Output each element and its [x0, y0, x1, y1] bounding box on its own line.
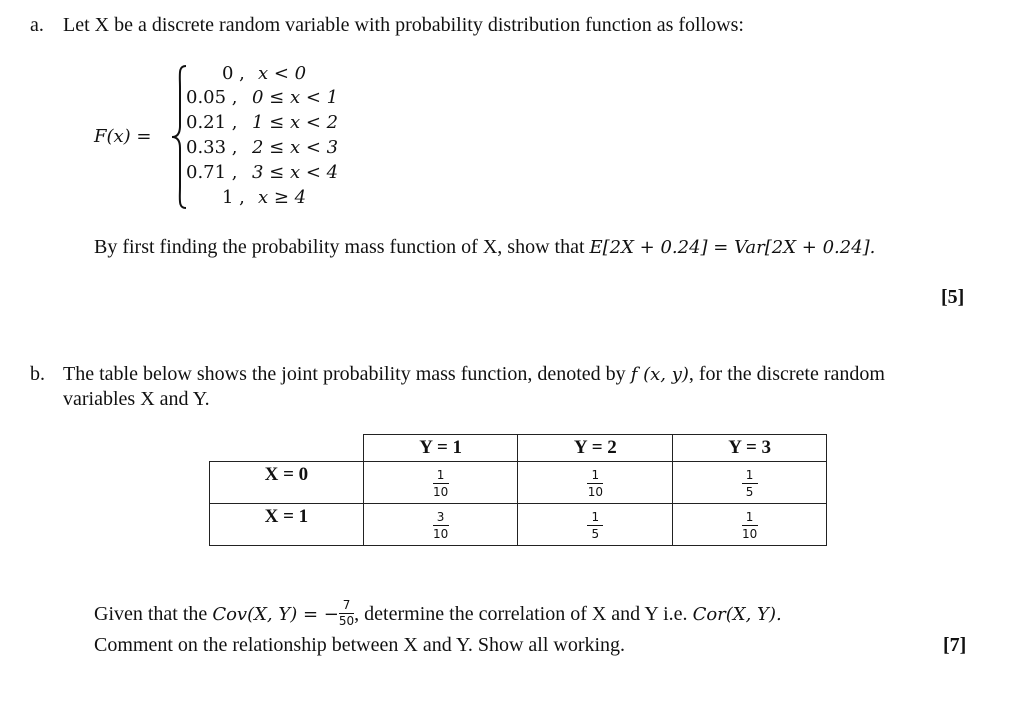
given-cov: Cov(X, Y) = −	[212, 604, 339, 626]
table-cell	[518, 462, 673, 504]
given-line	[94, 598, 782, 630]
table-cell	[518, 504, 673, 546]
frac-num: 1	[591, 468, 600, 482]
part-b-intro-math: f (x, y)	[630, 364, 689, 385]
cdf-case-condition: 1 ≤ x < 2	[252, 112, 339, 133]
part-a-intro: Let X be a discrete random variable with probability distribution function as follows:	[63, 14, 744, 36]
table-cell	[673, 504, 827, 546]
part-b-intro-end: , for the discrete random	[688, 363, 885, 385]
given-frac-den: 50	[338, 614, 355, 628]
part-a-label: a.	[30, 14, 44, 36]
given-fraction	[339, 599, 354, 628]
frac-den: 10	[432, 485, 449, 499]
cdf-case-value: 0.33 ,	[186, 137, 238, 158]
cdf-case-condition: x ≥ 4	[258, 187, 307, 208]
part-b-intro-line2: variables X and Y.	[63, 388, 210, 410]
frac-den: 5	[745, 485, 754, 499]
cdf-case-value: 0 ,	[222, 63, 245, 84]
part-a-task-math: E[2X + 0.24] = Var[2X + 0.24].	[589, 237, 876, 258]
part-b-label: b.	[30, 363, 45, 385]
table-corner	[210, 435, 364, 462]
frac-den: 10	[587, 485, 603, 499]
cdf-lhs: F(x) =	[94, 126, 152, 147]
cdf-case-value: 1 ,	[222, 187, 245, 208]
frac-num: 1	[745, 468, 754, 482]
cdf-case-condition: 3 ≤ x < 4	[252, 162, 339, 183]
cdf-case-value: 0.71 ,	[186, 162, 238, 183]
comment-line: Comment on the relationship between X and Y. Show all working.	[94, 634, 626, 656]
table-row	[210, 504, 827, 546]
row-label: X = 1	[210, 504, 364, 546]
given-cor: Cor(X, Y).	[692, 604, 782, 626]
frac-num: 1	[436, 468, 445, 482]
frac-num: 3	[436, 510, 445, 524]
table-cell	[363, 504, 518, 546]
part-a-task-text: By first finding the probability mass function of X, show that	[94, 236, 585, 258]
table-row	[210, 462, 827, 504]
table-header-row	[210, 435, 827, 462]
part-b-marks: [7]	[943, 634, 967, 656]
frac-num: 1	[591, 510, 600, 524]
part-a-task	[94, 236, 875, 259]
row-label: X = 0	[210, 462, 364, 504]
col-header: Y = 2	[518, 435, 673, 462]
table-cell	[363, 462, 518, 504]
frac-den: 5	[591, 527, 600, 541]
part-b-intro-text: The table below shows the joint probability mass function, denoted by	[63, 363, 626, 385]
given-frac-num: 7	[342, 598, 351, 612]
cdf-case-condition: x < 0	[258, 63, 307, 84]
frac-den: 10	[432, 527, 449, 541]
col-header: Y = 3	[673, 435, 827, 462]
frac-num: 1	[745, 510, 754, 524]
frac-den: 10	[741, 527, 758, 541]
part-b-intro-line1	[63, 363, 885, 386]
cdf-case-condition: 2 ≤ x < 3	[252, 137, 339, 158]
part-a-marks: [5]	[941, 286, 965, 308]
table-cell	[673, 462, 827, 504]
cdf-case-value: 0.05 ,	[186, 87, 238, 108]
joint-pmf-table	[209, 434, 827, 546]
cdf-case-condition: 0 ≤ x < 1	[252, 87, 339, 108]
given-prefix: Given that the	[94, 603, 208, 626]
col-header: Y = 1	[363, 435, 518, 462]
given-mid: , determine the correlation of X and Y i.e.	[354, 603, 688, 626]
cdf-case-value: 0.21 ,	[186, 112, 238, 133]
